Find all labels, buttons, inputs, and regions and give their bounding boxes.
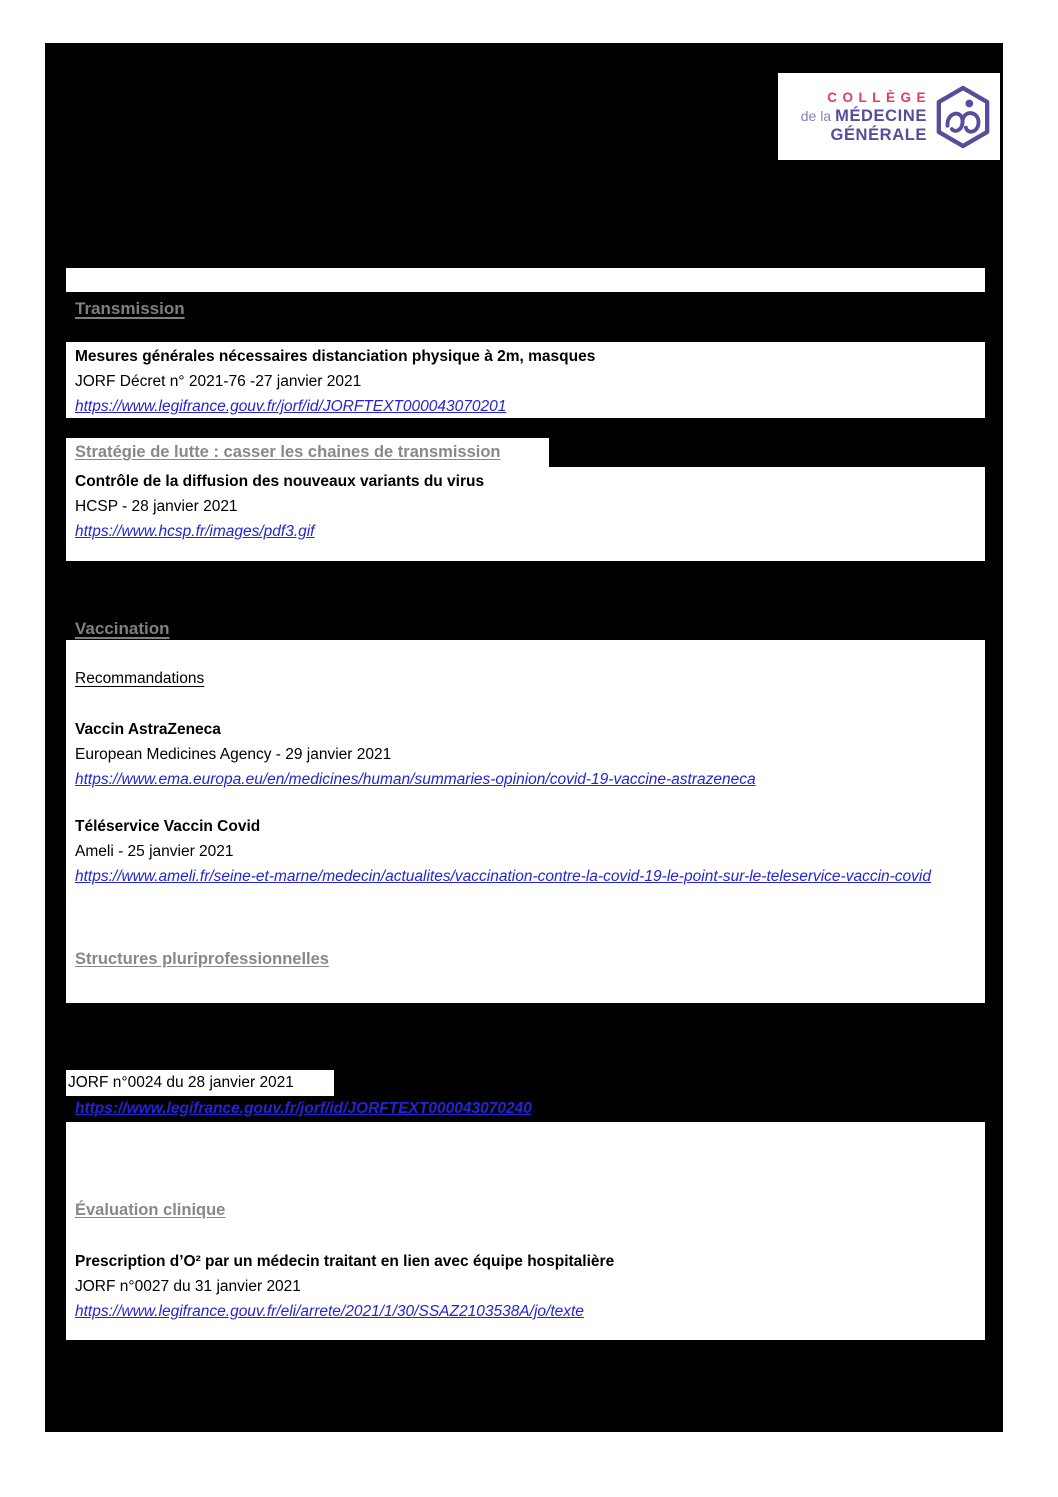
subheading-structures: Structures pluriprofessionnelles	[75, 950, 329, 968]
card-evaluation-clinique	[66, 1122, 985, 1340]
item-source: JORF Décret n° 2021-76 -27 janvier 2021	[75, 373, 362, 390]
logo-dela-label: de la	[800, 108, 832, 124]
cmg-logo	[778, 73, 1000, 160]
link-hcsp-pdf[interactable]: https://www.hcsp.fr/images/pdf3.gif	[75, 523, 315, 540]
section-heading-vaccination: Vaccination	[75, 619, 170, 638]
link-ema-astrazeneca[interactable]: https://www.ema.europa.eu/en/medicines/human/summaries-opinion/covid-19-vaccine-astrazeneca	[75, 771, 756, 788]
card-controle-variants	[66, 467, 985, 561]
item-source: HCSP - 28 janvier 2021	[75, 498, 238, 515]
subheading-evaluation: Évaluation clinique	[75, 1201, 226, 1219]
link-row-on-black	[75, 1097, 532, 1121]
card-vaccination	[66, 640, 985, 1003]
item-source: European Medicines Agency - 29 janvier 2021	[75, 746, 392, 763]
link-legifrance-arrete-o2[interactable]: https://www.legifrance.gouv.fr/eli/arrete/2021/1/30/SSAZ2103538A/jo/texte	[75, 1303, 584, 1320]
cmg-logo-text	[800, 88, 931, 145]
subheading-strip-strategie	[66, 438, 549, 467]
item-title: Vaccin AstraZeneca	[75, 721, 221, 738]
section-heading-transmission: Transmission	[75, 299, 185, 318]
highlight-jorf-0024	[66, 1070, 334, 1096]
empty-title-band	[66, 268, 985, 292]
item-title: Prescription d’O² par un médecin traitant en lien avec équipe hospitalière	[75, 1253, 615, 1270]
subheading-strategie: Stratégie de lutte : casser les chaines de transmission	[75, 443, 501, 461]
logo-generale-label: GÉNÉRALE	[830, 126, 927, 144]
item-source: JORF n°0024 du 28 janvier 2021	[68, 1074, 294, 1091]
person-hexagon-icon	[934, 85, 992, 149]
link-ameli-teleservice[interactable]: https://www.ameli.fr/seine-et-marne/medecin/actualites/vaccination-contre-la-covid-19-le-point-sur-le-teleservice-vaccin-covid	[75, 868, 931, 885]
subheading-recommandations: Recommandations	[75, 670, 205, 687]
link-legifrance-jorftext-201[interactable]: https://www.legifrance.gouv.fr/jorf/id/JORFTEXT000043070201	[75, 398, 507, 415]
item-source: Ameli - 25 janvier 2021	[75, 843, 234, 860]
card-mesures-generales	[66, 342, 985, 418]
logo-medecine-label: MÉDECINE	[835, 107, 927, 125]
logo-college-label: COLLÈGE	[827, 90, 931, 105]
item-title: Téléservice Vaccin Covid	[75, 818, 261, 835]
item-title: Mesures générales nécessaires distanciation physique à 2m, masques	[75, 348, 596, 365]
link-legifrance-jorftext-240[interactable]: https://www.legifrance.gouv.fr/jorf/id/JORFTEXT000043070240	[75, 1100, 532, 1117]
item-source: JORF n°0027 du 31 janvier 2021	[75, 1278, 301, 1295]
item-title: Contrôle de la diffusion des nouveaux variants du virus	[75, 473, 485, 490]
